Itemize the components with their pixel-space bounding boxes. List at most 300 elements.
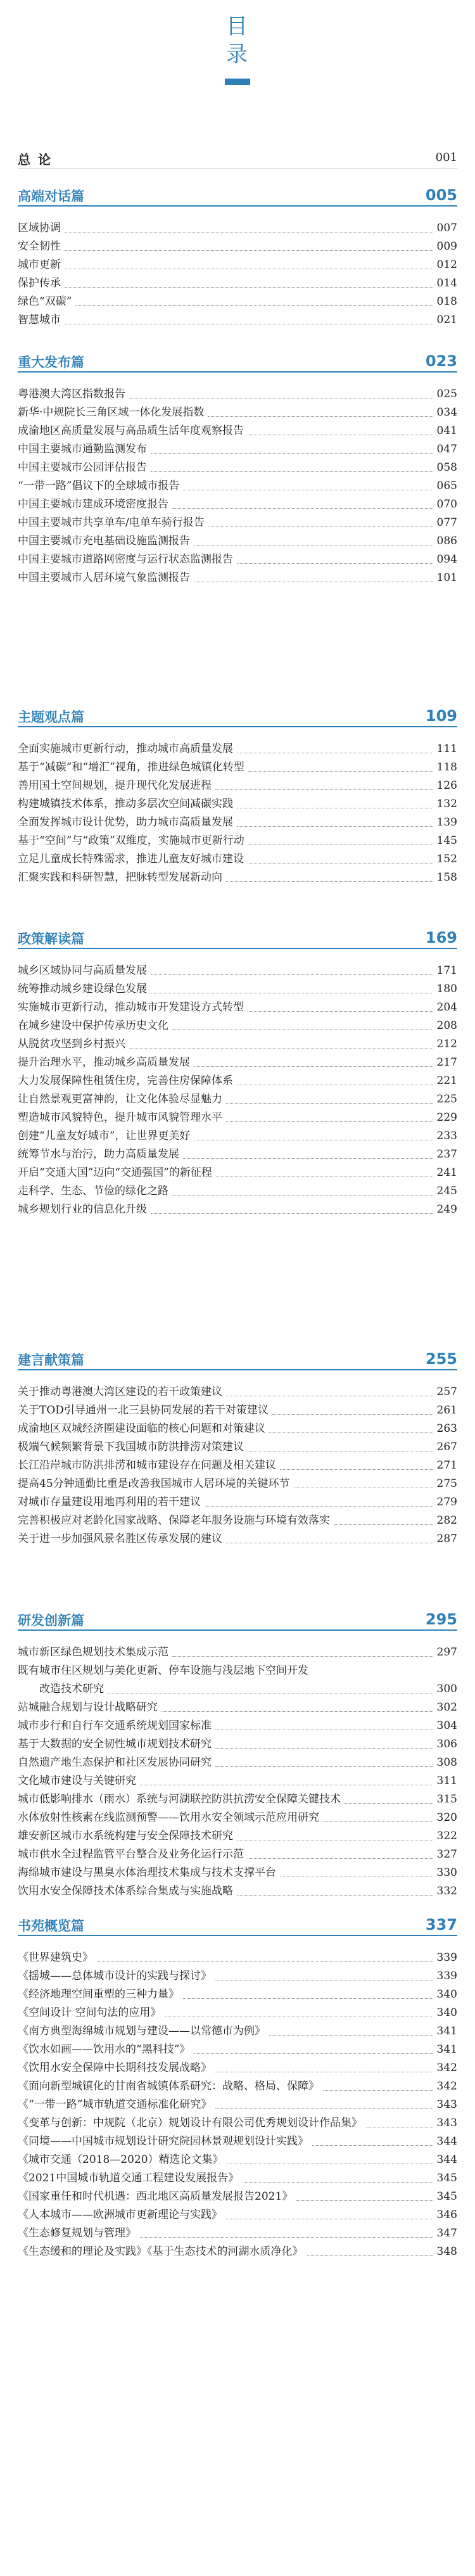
toc-entry-label: 《生态缓和的理论及实践》《基于生态技术的河湖水质净化》 — [18, 2245, 303, 2258]
toc-entry[interactable] — [18, 2096, 457, 2114]
section-header[interactable] — [18, 926, 457, 949]
toc-entry-page-number: 158 — [436, 871, 457, 884]
toc-entry[interactable] — [18, 1512, 457, 1530]
toc-entry[interactable] — [18, 980, 457, 998]
toc-entry[interactable] — [18, 404, 457, 422]
dot-leader — [243, 2182, 433, 2183]
toc-entry-label: 《同境——中国城市规划设计研究院园林景观规划设计实践》 — [18, 2135, 308, 2148]
toc-entry-page-number: 012 — [436, 258, 457, 271]
toc-entry[interactable] — [18, 1882, 457, 1901]
toc-entry-page-number: 306 — [436, 1738, 457, 1750]
dot-leader — [65, 287, 433, 288]
toc-entry-label: 区域协调 — [18, 222, 61, 234]
toc-entry-page-number: 330 — [436, 1866, 457, 1879]
toc-entry[interactable] — [18, 1401, 457, 1420]
toc-entry[interactable] — [18, 1017, 457, 1035]
toc-entry-label: 中国主要城市通勤监测发布 — [18, 443, 147, 456]
toc-entry[interactable] — [18, 1145, 457, 1164]
toc-entry-label: “一带一路”倡议下的全球城市报告 — [18, 480, 180, 492]
dot-leader — [97, 1961, 433, 1962]
toc-entry[interactable] — [18, 238, 457, 256]
dot-leader — [151, 453, 433, 454]
dot-leader — [269, 2035, 433, 2036]
toc-entry-label: 中国主要城市人居环境气象监测报告 — [18, 571, 190, 584]
toc-entry[interactable] — [18, 495, 457, 514]
toc-entry[interactable] — [18, 256, 457, 274]
toc-entry-page-number: 300 — [436, 1683, 457, 1695]
toc-entry-label: 文化城市建设与关键研究 — [18, 1775, 136, 1787]
toc-entry-label: 提高45分钟通勤比重是改善我国城市人居环境的关键环节 — [18, 1477, 290, 1490]
toc-entry-label: 极端气候频繁背景下我国城市防洪排涝对策建议 — [18, 1441, 244, 1453]
section-header[interactable] — [18, 705, 457, 727]
toc-entry-label: 善用国土空间规划，提升现代化发展进程 — [18, 779, 212, 792]
toc-entry-page-number: 145 — [436, 834, 457, 847]
toc-entry-label: 让自然景观更富神韵，让文化体验尽显魅力 — [18, 1093, 222, 1106]
toc-entry-label: 开启“交通大国”迈向“交通强国”的新征程 — [18, 1166, 212, 1179]
toc-entry-label: 对城市存量建设用地再利用的若干建议 — [18, 1496, 201, 1508]
toc-entry[interactable] — [18, 532, 457, 551]
toc-entry[interactable] — [18, 2188, 457, 2206]
toc-entry-label: 《南方典型海绵城市规划与建设——以常德市为例》 — [18, 2025, 265, 2037]
dot-leader — [140, 2237, 433, 2238]
toc-entry-page-number: 047 — [436, 443, 457, 456]
section-entry-list — [18, 1949, 457, 2261]
toc-entry[interactable] — [18, 219, 457, 238]
section-title: 主题观点篇 — [18, 710, 84, 725]
toc-entry-label: 完善积极应对老龄化国家战略、保障老年服务设施与环境有效落实 — [18, 1514, 330, 1527]
toc-entry-label: 城乡区域协同与高质量发展 — [18, 964, 147, 977]
toc-entry-label: 中国主要城市充电基础设施监测报告 — [18, 535, 190, 547]
toc-entry-label: 走科学、生态、节俭的绿化之路 — [18, 1185, 168, 1197]
section-title: 书苑概览篇 — [18, 1918, 84, 1934]
overview-row[interactable] — [18, 147, 457, 169]
dot-leader — [65, 232, 433, 233]
toc-entry-label: 《空间设计 空间句法的应用》 — [18, 2006, 162, 2019]
toc-entry-page-number: 340 — [436, 1988, 457, 2001]
toc-entry-label: 《变革与创新：中规院（北京）规划设计有限公司优秀规划设计作品集》 — [18, 2117, 362, 2129]
toc-entry-label: 海绵城市建设与黑臭水体治理技术集成与技术支撑平台 — [18, 1866, 276, 1879]
toc-entry-page-number: 086 — [436, 535, 457, 547]
toc-entry-page-number: 320 — [436, 1811, 457, 1824]
section-entry-list — [18, 1643, 457, 1901]
toc-entry-label: 《饮用水安全保障中长期科技发展战略》 — [18, 2062, 212, 2074]
toc-entry-page-number: 341 — [436, 2025, 457, 2037]
toc-entry-page-number: 342 — [436, 2080, 457, 2093]
toc-entry-label: 保护传承 — [18, 277, 61, 290]
toc-entry-page-number: 241 — [436, 1166, 457, 1179]
toc-entry[interactable] — [18, 1643, 457, 1662]
toc-entry-label: 中国主要城市道路网密度与运行状态监测报告 — [18, 553, 233, 566]
toc-entry[interactable] — [18, 477, 457, 495]
toc-entry-label: 中国主要城市建成环境密度报告 — [18, 498, 168, 511]
section-entry-list — [18, 385, 457, 587]
toc-entry[interactable] — [18, 311, 457, 329]
toc-entry-page-number: 018 — [436, 295, 457, 308]
toc-entry[interactable] — [18, 1475, 457, 1493]
toc-entry-page-number: 327 — [436, 1848, 457, 1861]
toc-entry-page-number: 345 — [436, 2172, 457, 2184]
toc-entry-label: 《面向新型城镇化的甘南省城镇体系研究：战略、格局、保障》 — [18, 2080, 319, 2093]
toc-entry-label: 城乡规划行业的信息化升级 — [18, 1203, 147, 1216]
toc-entry[interactable] — [18, 813, 457, 832]
toc-entry-label: 成渝地区双城经济圈建设面临的核心问题和对策建议 — [18, 1422, 265, 1435]
toc-entry-label: 智慧城市 — [18, 314, 61, 326]
toc-entry[interactable] — [18, 1035, 457, 1054]
toc-entry-page-number: 225 — [436, 1093, 457, 1106]
toc-entry-label: 全面发挥城市设计优势，助力城市高质量发展 — [18, 816, 233, 829]
section-title: 研发创新篇 — [18, 1613, 84, 1628]
toc-entry-label: 成渝地区高质量发展与高品质生活年度观察报告 — [18, 424, 244, 437]
section-page-number: 023 — [425, 352, 457, 370]
toc-entry[interactable] — [18, 1754, 457, 1772]
toc-entry-label: 统筹节水与治污，助力高质量发展 — [18, 1148, 179, 1161]
overview-label: 总论 — [18, 152, 58, 167]
toc-entry-page-number: 221 — [436, 1074, 457, 1087]
toc-entry-page-number: 180 — [436, 983, 457, 995]
dot-leader — [296, 2200, 433, 2201]
toc-entry-page-number: 343 — [436, 2117, 457, 2129]
toc-entry-page-number: 257 — [436, 1386, 457, 1398]
toc-entry[interactable] — [18, 1054, 457, 1072]
toc-entry-page-number: 249 — [436, 1203, 457, 1216]
toc-entry-page-number: 339 — [436, 1970, 457, 1982]
toc-entry[interactable] — [18, 1967, 457, 1986]
toc-entry[interactable] — [18, 2041, 457, 2059]
toc-entry-label: 关于进一步加强风景名胜区传承发展的建议 — [18, 1533, 222, 1545]
section-header[interactable] — [18, 1913, 457, 1936]
toc-entry-label: 塑造城市风貌特色，提升城市风貌管理水平 — [18, 1111, 222, 1124]
dot-leader — [226, 1103, 433, 1104]
toc-entry-page-number: 118 — [436, 761, 457, 774]
toc-entry[interactable] — [18, 850, 457, 869]
toc-entry-page-number: 217 — [436, 1056, 457, 1069]
toc-entry-page-number: 034 — [436, 406, 457, 419]
toc-entry-page-number: 009 — [436, 240, 457, 253]
toc-entry[interactable] — [18, 1735, 457, 1754]
toc-entry[interactable] — [18, 440, 457, 459]
toc-entry-page-number: 343 — [436, 2098, 457, 2111]
toc-entry-page-number: 347 — [436, 2227, 457, 2240]
toc-entry-label: 《经济地理空间重塑的三种力量》 — [18, 1988, 179, 2001]
section-header[interactable] — [18, 184, 457, 207]
dot-leader — [237, 1895, 433, 1896]
toc-entry[interactable] — [18, 2151, 457, 2169]
toc-entry-page-number: 233 — [436, 1130, 457, 1142]
toc-entry[interactable] — [18, 1949, 457, 1967]
dot-leader — [237, 563, 433, 564]
dot-leader — [208, 526, 433, 527]
toc-entry[interactable] — [18, 1164, 457, 1182]
dot-leader — [237, 826, 433, 827]
toc-entry-page-number: 302 — [436, 1701, 457, 1714]
toc-section — [18, 350, 457, 587]
toc-entry-label: 《世界建筑史》 — [18, 1951, 93, 1964]
toc-entry[interactable] — [18, 1662, 457, 1680]
overview-section — [18, 147, 457, 169]
toc-entry[interactable] — [18, 1680, 457, 1699]
dot-leader — [280, 1469, 433, 1470]
toc-header — [0, 0, 475, 101]
toc-entry-page-number: 271 — [436, 1459, 457, 1472]
dot-leader — [151, 974, 433, 975]
toc-entry-page-number: 229 — [436, 1111, 457, 1124]
toc-entry[interactable] — [18, 758, 457, 777]
toc-section — [18, 1608, 457, 1901]
toc-entry[interactable] — [18, 1699, 457, 1717]
section-entry-list — [18, 219, 457, 329]
toc-entry-label: 关于TOD引导通州一北三县协同发展的若干对策建议 — [18, 1404, 269, 1417]
dot-leader — [216, 1176, 433, 1177]
dot-leader — [345, 1803, 433, 1804]
overview-page-number: 001 — [435, 151, 457, 164]
section-header[interactable] — [18, 1608, 457, 1631]
toc-entry[interactable] — [18, 569, 457, 587]
toc-entry[interactable] — [18, 1457, 457, 1475]
toc-entry-label: 《“一带一路”城市轨道交通标准化研究》 — [18, 2098, 212, 2111]
toc-entry[interactable] — [18, 777, 457, 795]
dot-leader — [248, 863, 433, 864]
toc-entry-label: 长江沿岸城市防洪排涝和城市建设存在问题及相关建议 — [18, 1459, 276, 1472]
toc-section — [18, 1913, 457, 2261]
section-page-number: 169 — [425, 929, 457, 947]
toc-entry-label: 汇聚实践和科研智慧，把脉转型发展新动向 — [18, 871, 222, 884]
dot-leader — [183, 1998, 433, 1999]
toc-entry-page-number: 094 — [436, 553, 457, 566]
toc-entry-page-number: 275 — [436, 1477, 457, 1490]
toc-entry[interactable] — [18, 1864, 457, 1882]
toc-entry-label: 新华·中规院长三角区域一体化发展指数 — [18, 406, 205, 419]
toc-entry-label: 城市供水全过程监管平台整合及业务化运行示范 — [18, 1848, 244, 1861]
toc-entry[interactable] — [18, 2114, 457, 2133]
toc-entry[interactable] — [18, 1790, 457, 1809]
toc-entry-label: 既有城市住区规划与美化更新、停车设施与浅层地下空间开发 — [18, 1664, 308, 1677]
dot-leader — [272, 1414, 433, 1415]
toc-entry-label: 安全韧性 — [18, 240, 61, 253]
toc-entry-label: 自然遗产地生态保护和社区发展协同研究 — [18, 1756, 212, 1769]
toc-entry-label: 《城市交通（2018—2020）精选论文集》 — [18, 2153, 224, 2166]
toc-entry[interactable] — [18, 1201, 457, 1219]
dot-leader — [226, 881, 433, 882]
toc-entry[interactable] — [18, 832, 457, 850]
toc-entry-page-number: 152 — [436, 853, 457, 865]
toc-entry-label: 提升治理水平，推动城乡高质量发展 — [18, 1056, 190, 1069]
toc-entry-page-number: 304 — [436, 1719, 457, 1732]
toc-entry[interactable] — [18, 1438, 457, 1457]
toc-entry[interactable] — [18, 1493, 457, 1512]
toc-entry[interactable] — [18, 1717, 457, 1735]
toc-entry-label: 基于“减碳”和“增汇”视角，推进绿色城镇化转型 — [18, 761, 244, 774]
toc-entry-page-number: 344 — [436, 2153, 457, 2166]
toc-entry[interactable] — [18, 1420, 457, 1438]
toc-entry-label: 大力发展保障性租赁住房，完善住房保障体系 — [18, 1074, 233, 1087]
toc-section — [18, 705, 457, 887]
toc-entry-label: 《生态修复规划与管理》 — [18, 2227, 136, 2240]
dot-leader — [172, 1656, 433, 1657]
toc-entry-label: 基于大数据的安全韧性城市规划技术研究 — [18, 1738, 212, 1750]
toc-entry[interactable] — [18, 514, 457, 532]
section-page-number: 255 — [425, 1350, 457, 1368]
toc-entry[interactable] — [18, 1127, 457, 1145]
toc-entry-page-number: 267 — [436, 1441, 457, 1453]
toc-entry[interactable] — [18, 1383, 457, 1401]
toc-entry-label: 从脱贫攻坚到乡村振兴 — [18, 1038, 125, 1050]
toc-entry[interactable] — [18, 459, 457, 477]
dot-leader — [334, 1524, 433, 1525]
toc-entry-page-number: 014 — [436, 277, 457, 290]
toc-entry-label: 饮用水安全保障技术体系综合集成与实施战略 — [18, 1885, 233, 1897]
toc-entry-page-number: 171 — [436, 964, 457, 977]
toc-entry-label: 城市新区绿色规划技术集成示范 — [18, 1646, 168, 1659]
dot-leader — [183, 1158, 433, 1159]
toc-entry-label: 水体放射性核素在线监测预警——饮用水安全领域示范应用研究 — [18, 1811, 319, 1824]
dot-leader — [312, 2145, 433, 2146]
section-page-number: 005 — [425, 186, 457, 204]
toc-entry-page-number: 021 — [436, 314, 457, 326]
toc-entry-label: 创建“儿童友好城市”，让世界更美好 — [18, 1130, 191, 1142]
dot-leader — [215, 1748, 433, 1749]
dot-leader — [172, 1195, 433, 1196]
toc-entry[interactable] — [18, 2243, 457, 2261]
toc-entry-page-number: 058 — [436, 461, 457, 474]
toc-entry-page-number: 139 — [436, 816, 457, 829]
toc-entry-page-number: 287 — [436, 1533, 457, 1545]
dot-leader — [194, 1066, 433, 1067]
toc-entry[interactable] — [18, 385, 457, 404]
toc-entry-label: 统筹推动城乡建设绿色发展 — [18, 983, 147, 995]
section-title: 政策解读篇 — [18, 931, 84, 947]
section-page-number: 109 — [425, 707, 457, 725]
toc-entry[interactable] — [18, 1772, 457, 1790]
toc-entry[interactable] — [18, 1182, 457, 1201]
toc-entry-label: 城市更新 — [18, 258, 61, 271]
section-entry-list — [18, 1383, 457, 1548]
toc-entry-label: 城市步行和自行车交通系统规划国家标准 — [18, 1719, 212, 1732]
section-title: 高端对话篇 — [18, 189, 84, 204]
toc-entry[interactable] — [18, 551, 457, 569]
toc-entry-page-number: 007 — [436, 222, 457, 234]
toc-entry-label: 关于推动粤港澳大湾区建设的若干政策建议 — [18, 1386, 222, 1398]
section-title: 建言献策篇 — [18, 1353, 84, 1368]
toc-entry[interactable] — [18, 740, 457, 758]
toc-entry[interactable] — [18, 274, 457, 293]
toc-entry-page-number: 132 — [436, 798, 457, 810]
toc-entry-page-number: 322 — [436, 1830, 457, 1842]
toc-entry-page-number: 111 — [436, 743, 457, 755]
toc-entry[interactable] — [18, 1809, 457, 1827]
toc-entry-page-number: 279 — [436, 1496, 457, 1508]
toc-entry[interactable] — [18, 2022, 457, 2041]
toc-entry-page-number: 208 — [436, 1019, 457, 1032]
toc-entry[interactable] — [18, 2206, 457, 2224]
toc-entry-label: 基于“空间”与“政策”双维度，实施城市更新行动 — [18, 834, 244, 847]
toc-entry-page-number: 245 — [436, 1185, 457, 1197]
dot-leader — [129, 1048, 433, 1049]
section-page-number: 295 — [425, 1610, 457, 1628]
toc-entry[interactable] — [18, 2077, 457, 2096]
dot-leader — [129, 398, 433, 399]
toc-entry[interactable] — [18, 2224, 457, 2243]
toc-entry-label: 实施城市更新行动，推动城市开发建设方式转型 — [18, 1001, 244, 1014]
dot-leader — [215, 789, 433, 790]
section-title: 重大发布篇 — [18, 355, 84, 370]
toc-entry[interactable] — [18, 795, 457, 813]
toc-entry-page-number: 261 — [436, 1404, 457, 1417]
toc-entry-page-number: 282 — [436, 1514, 457, 1527]
toc-entry-page-number: 344 — [436, 2135, 457, 2148]
toc-entry[interactable] — [18, 2004, 457, 2022]
toc-entry-page-number: 077 — [436, 516, 457, 529]
toc-entry[interactable] — [18, 869, 457, 887]
toc-entry-page-number: 345 — [436, 2190, 457, 2203]
toc-section — [18, 1348, 457, 1548]
toc-entry-label: 《国家重任和时代机遇：西北地区高质量发展报告2021》 — [18, 2190, 293, 2203]
toc-entry-page-number: 025 — [436, 388, 457, 400]
toc-entry-page-number: 346 — [436, 2209, 457, 2221]
dot-leader — [151, 1213, 433, 1214]
page-title-top: 目 — [226, 14, 249, 39]
dot-leader — [208, 416, 433, 417]
toc-entry[interactable] — [18, 1072, 457, 1090]
toc-entry-page-number: 212 — [436, 1038, 457, 1050]
toc-entry[interactable] — [18, 2059, 457, 2077]
dot-leader — [205, 1506, 433, 1507]
dot-leader — [226, 1121, 433, 1122]
toc-entry[interactable] — [18, 998, 457, 1017]
page-title — [0, 13, 475, 68]
dot-leader — [162, 1711, 433, 1712]
toc-entry[interactable] — [18, 1827, 457, 1846]
toc-entry[interactable] — [18, 1090, 457, 1109]
section-header[interactable] — [18, 1348, 457, 1370]
section-header[interactable] — [18, 350, 457, 373]
toc-entry-page-number: 297 — [436, 1646, 457, 1659]
dot-leader — [307, 2255, 433, 2256]
toc-entry-page-number: 308 — [436, 1756, 457, 1769]
toc-entry-label: 《2021中国城市轨道交通工程建设发展报告》 — [18, 2172, 239, 2184]
dot-leader — [65, 250, 433, 251]
dot-leader — [151, 471, 433, 472]
toc-entry-page-number: 101 — [436, 571, 457, 584]
toc-entry[interactable] — [18, 293, 457, 311]
dot-leader — [75, 305, 433, 306]
dot-leader — [323, 1821, 433, 1822]
toc-entry[interactable] — [18, 422, 457, 440]
toc-entry[interactable] — [18, 2133, 457, 2151]
toc-entry-page-number: 332 — [436, 1885, 457, 1897]
toc-entry-label: 绿色“双碳” — [18, 295, 72, 308]
toc-entry-page-number: 315 — [436, 1793, 457, 1806]
toc-entry-label: 在城乡建设中保护传承历史文化 — [18, 1019, 168, 1032]
toc-entry[interactable] — [18, 2169, 457, 2188]
dot-leader — [172, 508, 433, 509]
toc-entry-page-number: 237 — [436, 1148, 457, 1161]
toc-entry-page-number: 342 — [436, 2062, 457, 2074]
toc-entry[interactable] — [18, 962, 457, 980]
toc-entry-page-number: 311 — [436, 1775, 457, 1787]
dot-leader — [215, 1766, 433, 1767]
dot-leader — [194, 2053, 433, 2054]
toc-entry[interactable] — [18, 1986, 457, 2004]
toc-entry[interactable] — [18, 1846, 457, 1864]
toc-entry-label: 中国主要城市公园评估报告 — [18, 461, 147, 474]
toc-entry-page-number: 348 — [436, 2245, 457, 2258]
toc-entry[interactable] — [18, 1530, 457, 1548]
title-accent-bar — [225, 79, 250, 85]
toc-entry-label: 《饮水如画——饮用水的“黑科技”》 — [18, 2043, 191, 2056]
page-title-bottom: 录 — [226, 42, 249, 67]
toc-entry-page-number: 041 — [436, 424, 457, 437]
toc-entry[interactable] — [18, 1109, 457, 1127]
